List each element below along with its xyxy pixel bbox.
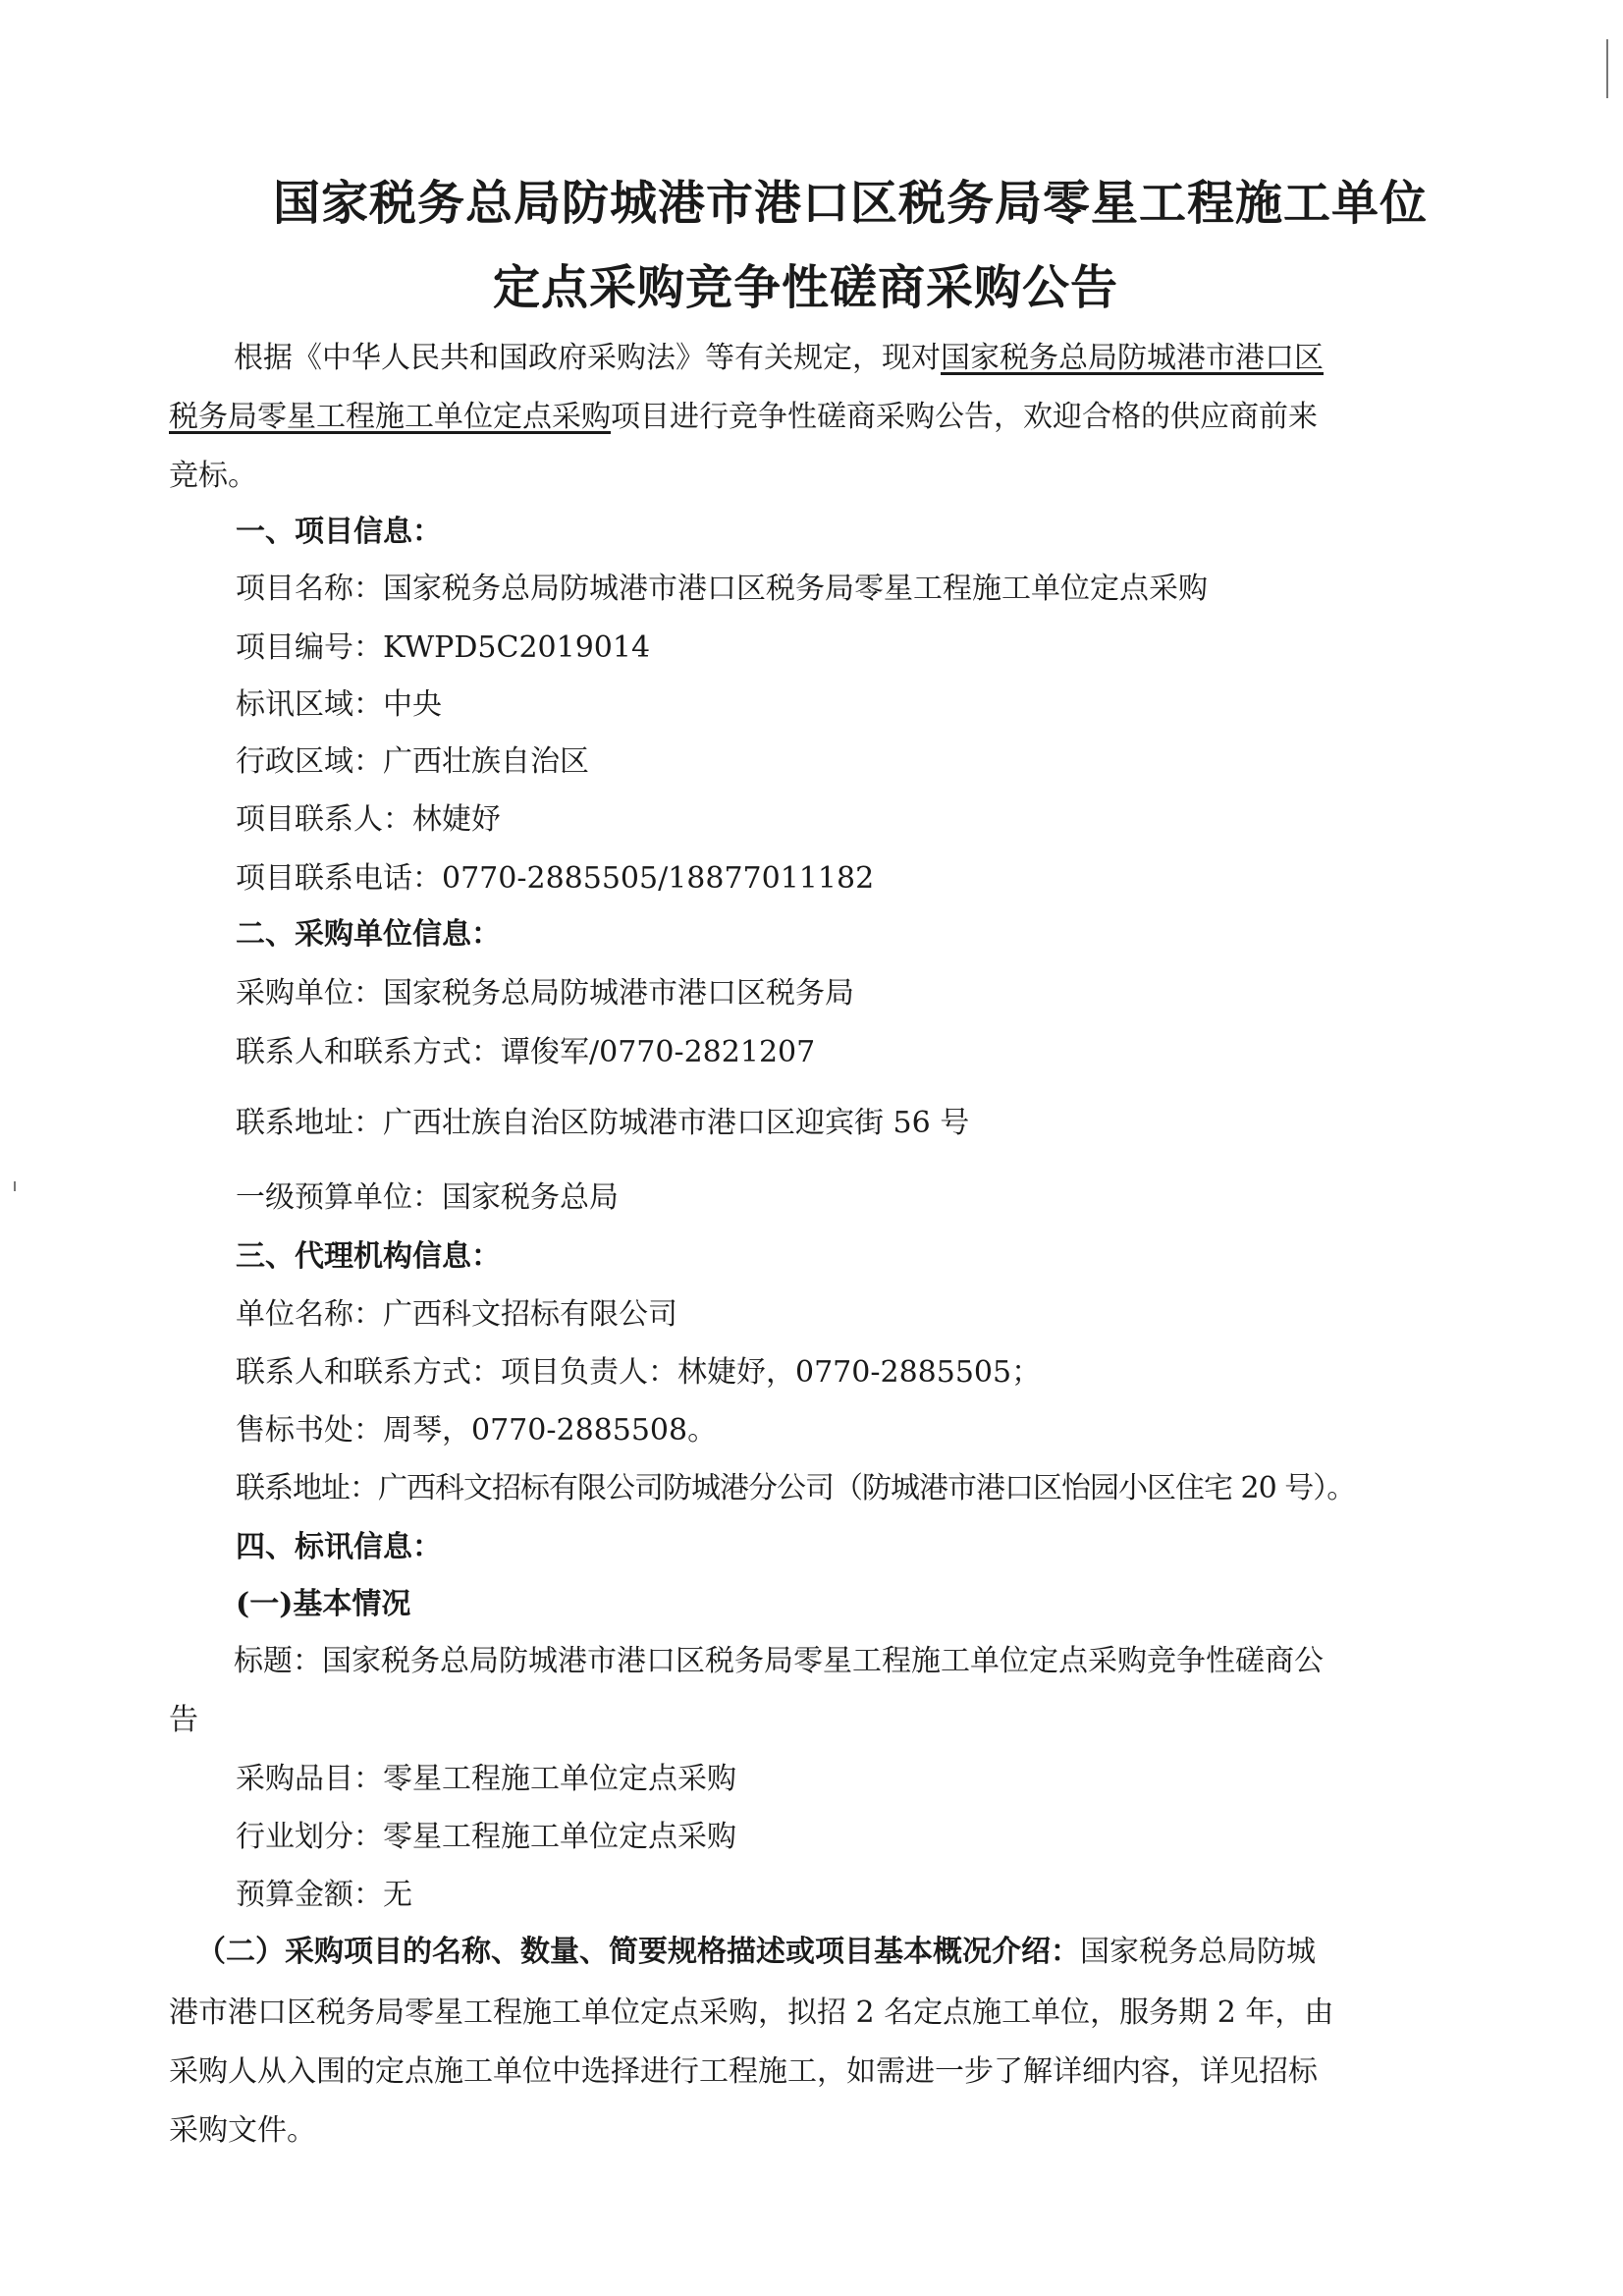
section-4-heading: 四、标讯信息： <box>236 1530 442 1564</box>
budget-unit-line: 一级预算单位：国家税务总局 <box>236 1180 619 1215</box>
intro-prefix: 根据《中华人民共和国政府采购法》等有关规定，现对 <box>234 341 941 375</box>
project-overview-text-start: 国家税务总局防城 <box>1080 1935 1316 1969</box>
intro-project-name-part2: 税务局零星工程施工单位定点采购 <box>169 400 611 434</box>
section-1-heading: 一、项目信息： <box>236 515 442 549</box>
scan-edge-mark-right <box>1606 39 1608 98</box>
intro-suffix: 项目进行竞争性磋商采购公告，欢迎合格的供应商前来 <box>611 400 1318 434</box>
intro-paragraph-line-2 <box>169 398 1318 437</box>
project-overview-line-1 <box>196 1933 1316 1972</box>
agency-contact-line: 联系人和联系方式：项目负责人：林婕妤，0770-2885505； <box>236 1355 1042 1390</box>
project-contact-line: 项目联系人：林婕妤 <box>236 802 501 837</box>
admin-region-line: 行政区域：广西壮族自治区 <box>236 744 589 779</box>
intro-paragraph-line-1 <box>234 339 1324 378</box>
tender-title-line-1: 标题：国家税务总局防城港市港口区税务局零星工程施工单位定点采购竞争性磋商公 <box>234 1644 1324 1678</box>
section-2-heading: 二、采购单位信息： <box>236 917 501 952</box>
project-phone-line: 项目联系电话：0770-2885505/18877011182 <box>236 861 875 896</box>
agency-name-line: 单位名称：广西科文招标有限公司 <box>236 1297 677 1332</box>
tender-title-line-2: 告 <box>169 1703 198 1737</box>
section-3-heading: 三、代理机构信息： <box>236 1239 501 1274</box>
purchaser-contact-line: 联系人和联系方式：谭俊军/0770-2821207 <box>236 1035 816 1069</box>
intro-project-name-part1: 国家税务总局防城港市港口区 <box>941 341 1324 375</box>
document-title-line-2: 定点采购竞争性磋商采购公告 <box>493 260 1119 315</box>
project-number-line: 项目编号：KWPD5C2019014 <box>236 630 651 665</box>
document-title-line-1: 国家税务总局防城港市港口区税务局零星工程施工单位 <box>273 176 1429 231</box>
scan-edge-mark-left <box>14 1181 16 1191</box>
industry-line: 行业划分：零星工程施工单位定点采购 <box>236 1820 736 1854</box>
agency-address-line: 联系地址：广西科文招标有限公司防城港分公司（防城港市港口区怡园小区住宅 20 号）。 <box>236 1471 1356 1505</box>
tender-region-line: 标讯区域：中央 <box>236 687 442 722</box>
purchaser-address-line: 联系地址：广西壮族自治区防城港市港口区迎宾街 56 号 <box>236 1106 970 1140</box>
project-overview-line-2: 港市港口区税务局零星工程施工单位定点采购，拟招 2 名定点施工单位，服务期 2 年，由 <box>169 1995 1334 2030</box>
basic-info-heading: (一)基本情况 <box>236 1587 411 1621</box>
project-overview-line-4: 采购文件。 <box>169 2113 316 2148</box>
budget-amount-line: 预算金额：无 <box>236 1878 412 1912</box>
project-overview-line-3: 采购人从入围的定点施工单位中选择进行工程施工，如需进一步了解详细内容，详见招标 <box>169 2054 1318 2089</box>
purchaser-line: 采购单位：国家税务总局防城港市港口区税务局 <box>236 976 854 1011</box>
procurement-item-line: 采购品目：零星工程施工单位定点采购 <box>236 1762 736 1796</box>
intro-paragraph-line-3: 竞标。 <box>169 459 257 493</box>
project-overview-heading: （二）采购项目的名称、数量、简要规格描述或项目基本概况介绍： <box>196 1935 1080 1969</box>
project-name-line: 项目名称：国家税务总局防城港市港口区税务局零星工程施工单位定点采购 <box>236 572 1208 606</box>
tender-office-line: 售标书处：周琴，0770-2885508。 <box>236 1413 718 1448</box>
